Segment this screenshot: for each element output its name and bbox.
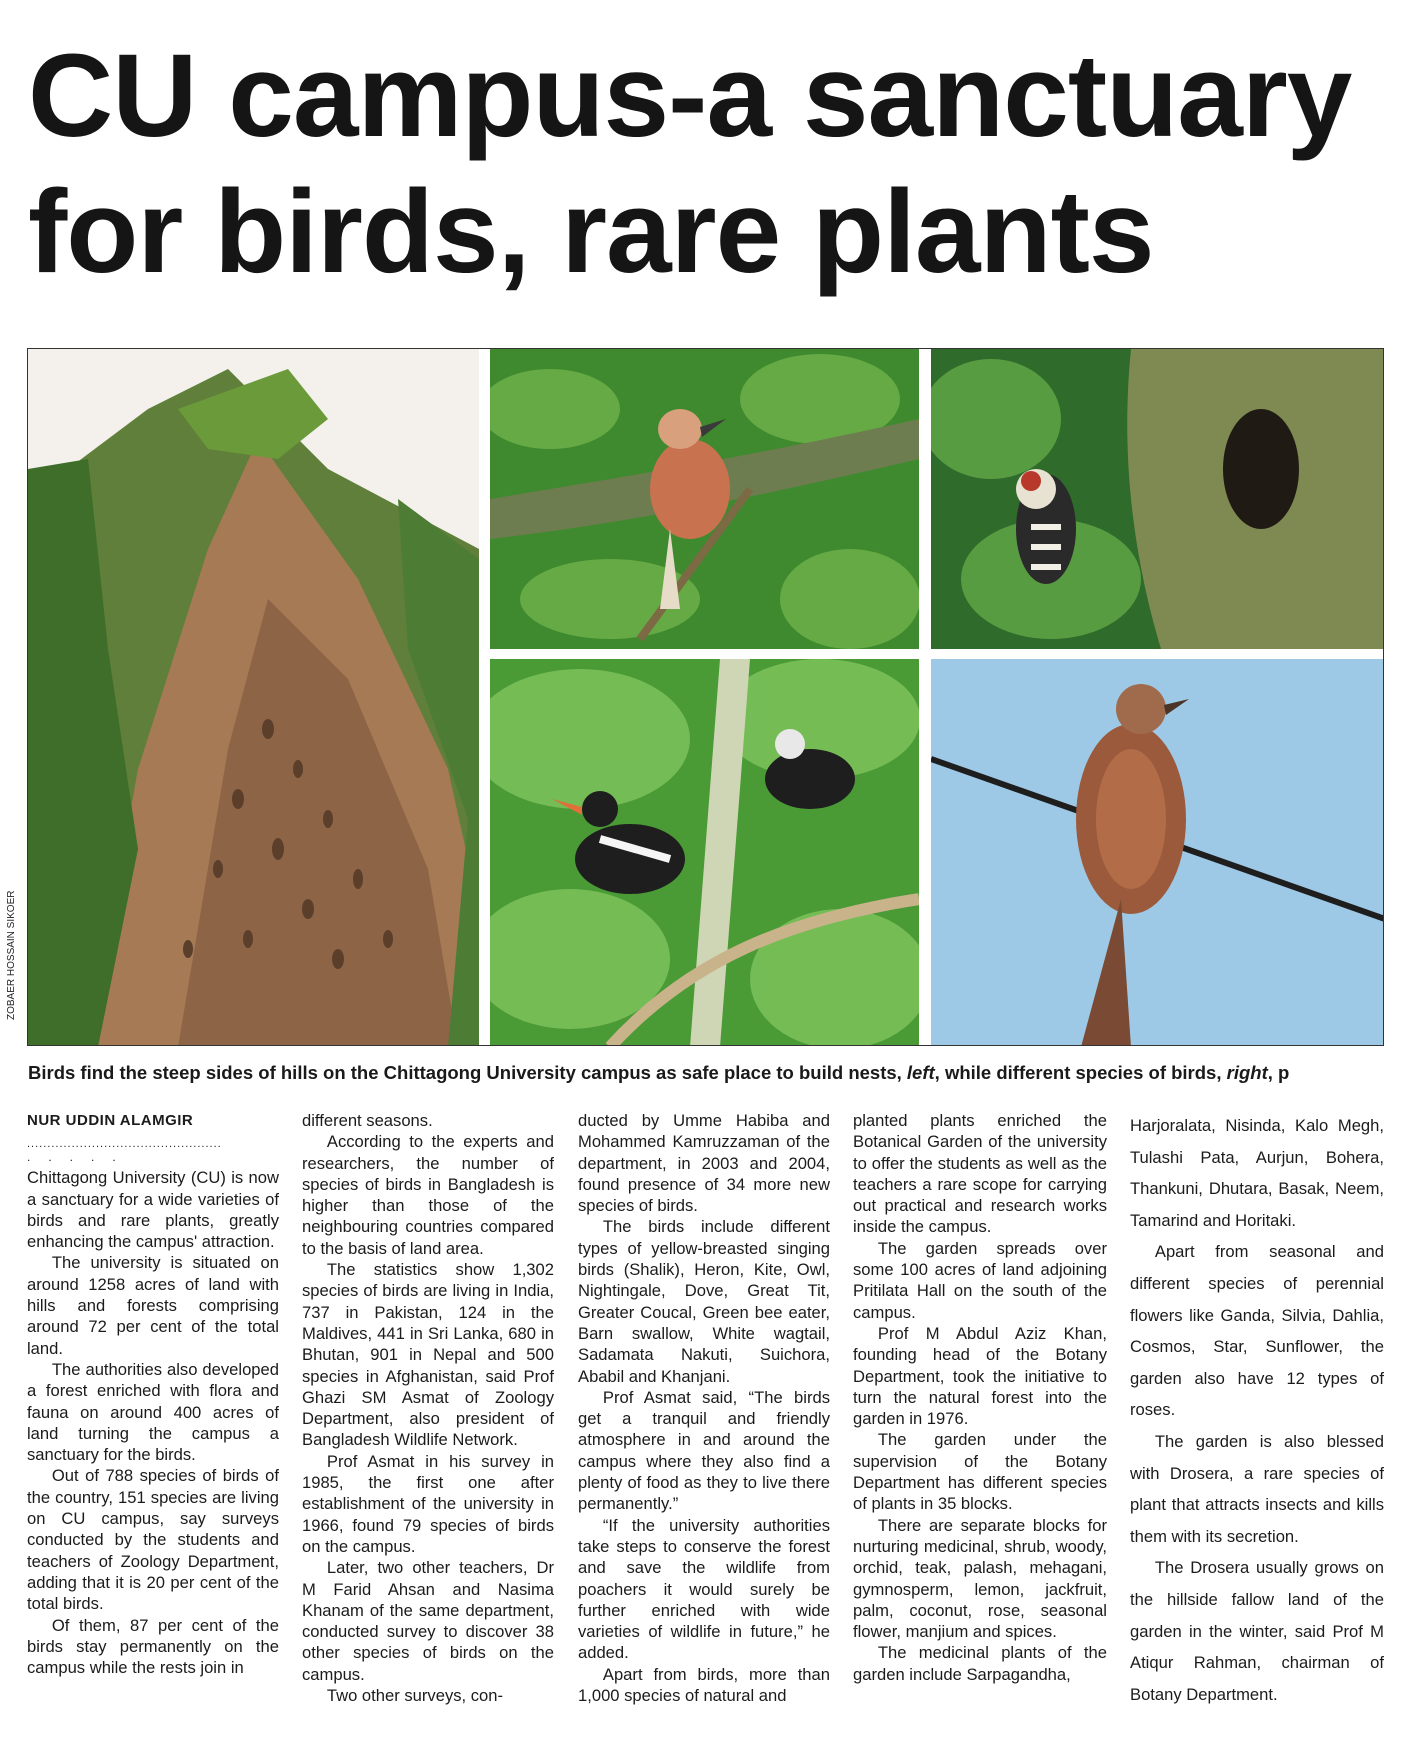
article-column-4 xyxy=(853,1110,1107,1746)
caption-text-1: Birds find the steep sides of hills on the Chittagong University campus as safe place to build nests, xyxy=(28,1062,907,1083)
photo-dove-on-wire xyxy=(931,659,1384,1046)
caption-emphasis-left: left xyxy=(906,1062,935,1083)
article-column-2 xyxy=(302,1110,554,1746)
paragraph: The garden is also blessed with Drosera, a rare species of plant that attracts insects and kills them with its secretion. xyxy=(1130,1431,1384,1546)
paragraph: Two other surveys, con- xyxy=(326,1686,504,1706)
paragraph: The birds include different types of yellow-breasted singing birds (Shalik), Heron, Kite, Owl, Nightingale, Dove, Great Tit, Greater Coucal, Green bee eater, Barn swallow, White wagtail, Sadamata Nakuti, Suichora, Ababil and Khanjani. xyxy=(578,1217,830,1386)
photo-caption xyxy=(28,1062,1415,1084)
paragraph: Prof M Abdul Aziz Khan, founding head of the Botany Department, took the initiative to turn the natural forest into the garden in 1976. xyxy=(853,1323,1107,1429)
paragraph: The garden under the supervision of the Botany Department has different species of plants in 35 blocks. xyxy=(853,1430,1107,1514)
caption-text-2: , while different species of birds, xyxy=(934,1062,1227,1083)
paragraph: Later, two other teachers, Dr M Farid Ahsan and Nasima Khanam of the same department, conducted survey to discover 38 other species of birds on the campus. xyxy=(302,1558,554,1684)
paragraph: Out of 788 species of birds of the country, 151 species are living on CU campus, say surveys conducted by the students and teachers of Zoology Department, adding that it is 20 per cent of the total birds. xyxy=(27,1466,279,1614)
byline: NUR UDDIN ALAMGIR xyxy=(27,1112,194,1129)
paragraph: According to the experts and researchers, the number of species of birds in Bangladesh is higher than those of the neighbouring countries compared to the basis of land area. xyxy=(302,1132,554,1258)
paragraph: The Drosera usually grows on the hillside fallow land of the garden in the winter, said Prof M Atiqur Rahman, chairman of Botany Department. xyxy=(1130,1558,1384,1704)
paragraph: The university is situated on around 1258 acres of land with hills and forests comprising around 72 per cent of the total land. xyxy=(27,1253,279,1358)
headline-line-1: CU campus-a sanctuary xyxy=(28,30,1352,162)
byline-dots: ..... xyxy=(27,1151,134,1164)
article-column-5 xyxy=(1130,1110,1384,1746)
caption-emphasis-right: right xyxy=(1226,1062,1268,1083)
paragraph: Chittagong University (CU) is now a sanctuary for a wide varieties of birds and rare plants, greatly enhancing the campus' attraction. xyxy=(27,1168,279,1252)
paragraph: The statistics show 1,302 species of birds are living in India, 737 in Pakistan, 124 in the Maldives, 441 in Sri Lanka, 680 in Bhutan, 901 in Nepal and 500 species in Afghanistan, said Prof Ghazi SM Asmat of Zoology Department, also president of Bangladesh Wildlife Network. xyxy=(302,1260,554,1450)
caption-text-3: , p xyxy=(1267,1062,1290,1083)
paragraph: The garden spreads over some 100 acres of land adjoining Pritilata Hall on the south of the campus. xyxy=(853,1238,1107,1322)
paragraph: Of them, 87 per cent of the birds stay permanently on the campus while the rests join in xyxy=(27,1615,279,1678)
headline-line-2: for birds, rare plants xyxy=(28,166,1154,298)
paragraph: The authorities also developed a forest enriched with flora and fauna on around 400 acres of land turning the campus a sanctuary for the birds. xyxy=(27,1359,279,1465)
photo-hill-nests xyxy=(28,349,479,1046)
paragraph: planted plants enriched the Botanical Garden of the university to offer the students as well as the teachers a rare scope for carrying out practical and research works inside the campus. xyxy=(853,1111,1107,1237)
article-column-1 xyxy=(27,1110,279,1746)
paragraph: “If the university authorities take steps to conserve the forest and save the wildlife from poachers it would surely be further enriched with wide varieties of wildlife in future,” he added. xyxy=(578,1515,830,1663)
paragraph: Prof Asmat in his survey in 1985, the first one after establishment of the university in 1966, found 79 species of birds on the campus. xyxy=(302,1451,554,1556)
photo-heron xyxy=(490,349,919,649)
paragraph: Apart from birds, more than 1,000 species of natural and xyxy=(578,1664,830,1706)
paragraph: ducted by Umme Habiba and Mohammed Kamruzzaman of the department, in 2003 and 2004, found presence of 34 more new species of birds. xyxy=(578,1111,830,1216)
photo-woodpecker xyxy=(931,349,1384,649)
headline xyxy=(28,28,1398,300)
byline-rule: ................................................ xyxy=(27,1138,222,1151)
paragraph: The medicinal plants of the garden include Sarpagandha, xyxy=(853,1643,1107,1684)
paragraph: Harjoralata, Nisinda, Kalo Megh, Tulashi Pata, Aurjun, Bohera, Thankuni, Dhutara, Basak, Neem, Tamarind and Horitaki. xyxy=(1130,1116,1384,1230)
paragraph: different seasons. xyxy=(302,1111,433,1130)
photo-pied-myna xyxy=(490,659,919,1046)
paragraph: Apart from seasonal and different species of perennial flowers like Ganda, Silvia, Dahlia, Cosmos, Star, Sunflower, the garden also have 12 types of roses. xyxy=(1130,1242,1384,1420)
paragraph: There are separate blocks for nurturing medicinal, shrub, woody, orchid, teak, palash, mehagani, gymnosperm, lemon, jackfruit, palm, coconut, rose, seasonal flower, manjium and spices. xyxy=(853,1515,1107,1642)
photo-credit: ZOBAER HOSSAIN SIKOER xyxy=(6,890,17,1020)
photo-collage xyxy=(27,348,1384,1046)
paragraph: Prof Asmat said, “The birds get a tranquil and friendly atmosphere in and around the campus where they also find a plenty of food as they to live there permanently.” xyxy=(578,1387,830,1514)
article-column-3 xyxy=(578,1110,830,1746)
